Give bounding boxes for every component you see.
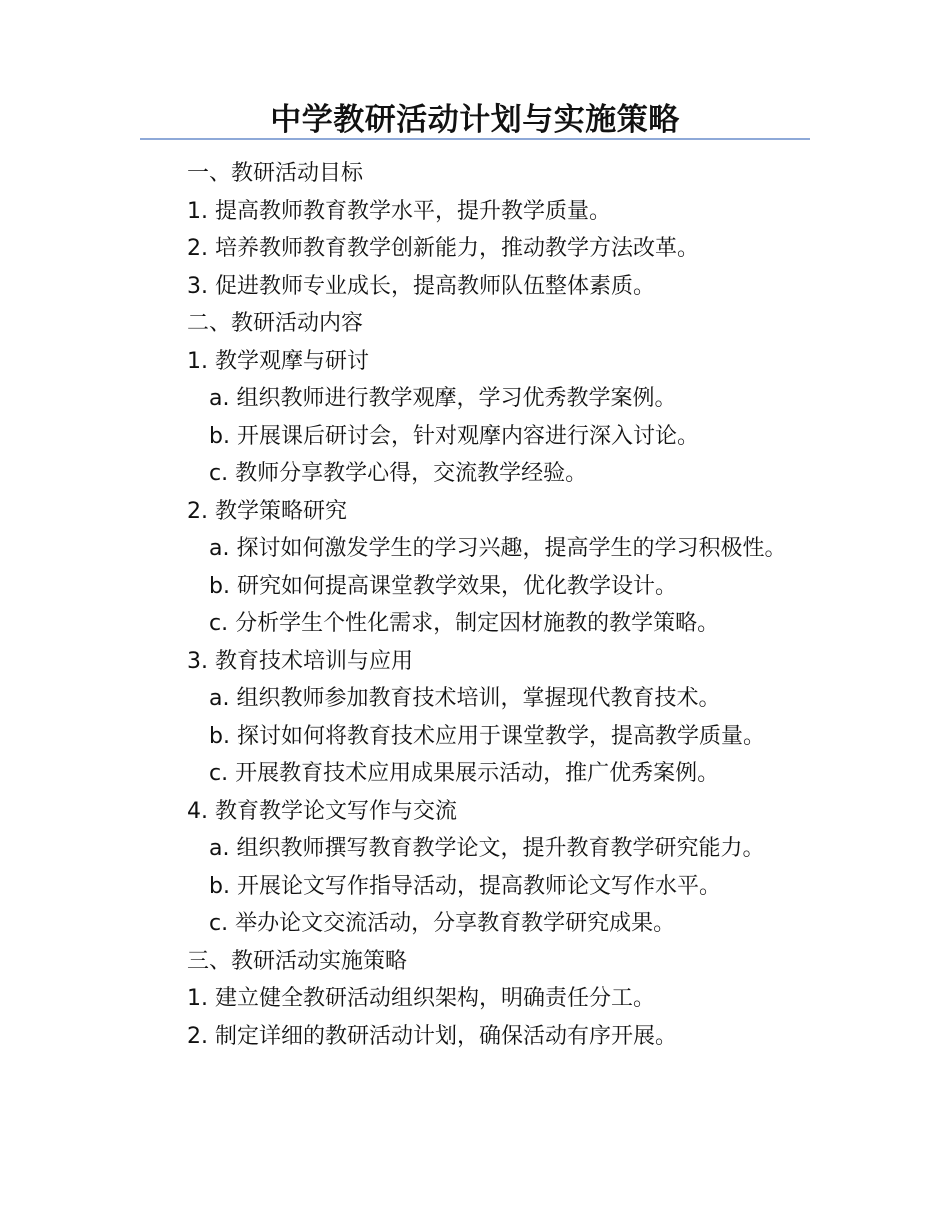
title-underline <box>140 138 810 140</box>
paragraph-line: 三、教研活动实施策略 <box>187 948 408 974</box>
paragraph-line: 一、教研活动目标 <box>187 161 364 186</box>
paragraph-line: b. 开展论文写作指导活动，提高教师论文写作水平。 <box>209 873 721 899</box>
paragraph-line: 4. 教育教学论文写作与交流 <box>187 798 457 824</box>
document-body <box>140 155 812 1055</box>
paragraph-line: a. 组织教师参加教育技术培训，掌握现代教育技术。 <box>209 686 721 711</box>
paragraph-line: 3. 教育技术培训与应用 <box>187 648 413 674</box>
paragraph-line: c. 分析学生个性化需求，制定因材施教的教学策略。 <box>209 611 720 636</box>
paragraph-line: 3. 促进教师专业成长，提高教师队伍整体素质。 <box>187 273 655 299</box>
paragraph-line: b. 探讨如何将教育技术应用于课堂教学，提高教学质量。 <box>209 723 765 749</box>
paragraph-line: c. 举办论文交流活动，分享教育教学研究成果。 <box>209 911 676 936</box>
paragraph-line: b. 开展课后研讨会，针对观摩内容进行深入讨论。 <box>209 423 699 449</box>
paragraph-line: 2. 教学策略研究 <box>187 498 347 524</box>
paragraph-line: a. 组织教师撰写教育教学论文，提升教育教学研究能力。 <box>209 836 765 861</box>
paragraph-line: a. 探讨如何激发学生的学习兴趣，提高学生的学习积极性。 <box>209 536 787 561</box>
paragraph-line: b. 研究如何提高课堂教学效果，优化教学设计。 <box>209 573 677 599</box>
paragraph-line: 二、教研活动内容 <box>187 311 364 336</box>
document-title: 中学教研活动计划与实施策略 <box>270 102 680 138</box>
paragraph-line: a. 组织教师进行教学观摩，学习优秀教学案例。 <box>209 386 677 411</box>
paragraph-line: 1. 提高教师教育教学水平，提升教学质量。 <box>187 198 611 224</box>
paragraph-line: 1. 建立健全教研活动组织架构，明确责任分工。 <box>187 986 655 1011</box>
paragraph-line: 2. 培养教师教育教学创新能力，推动教学方法改革。 <box>187 236 699 261</box>
paragraph-line: c. 教师分享教学心得，交流教学经验。 <box>209 461 588 486</box>
paragraph-line: 1. 教学观摩与研讨 <box>187 348 369 374</box>
paragraph-line: c. 开展教育技术应用成果展示活动，推广优秀案例。 <box>209 761 720 786</box>
paragraph-line: 2. 制定详细的教研活动计划，确保活动有序开展。 <box>187 1023 677 1049</box>
